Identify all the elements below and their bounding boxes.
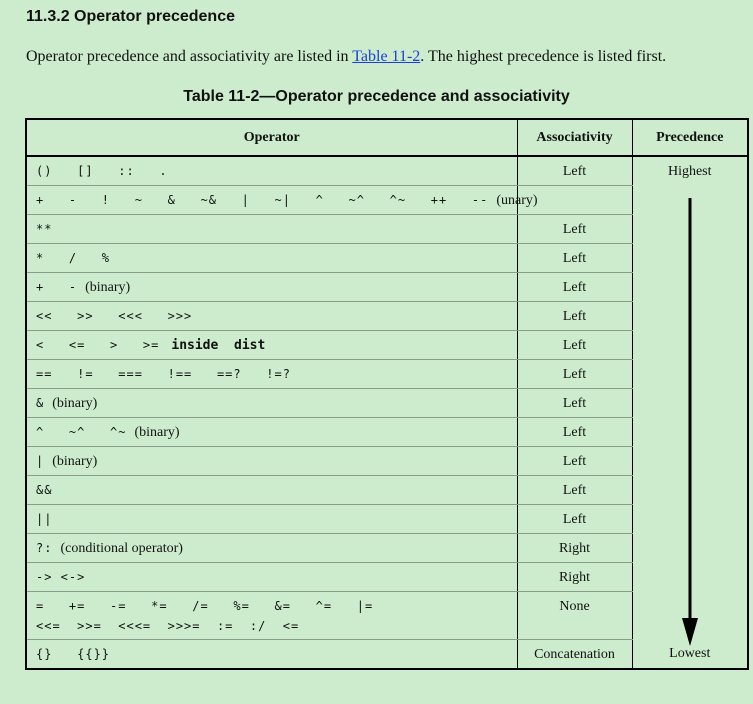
associativity-cell: Left	[517, 156, 632, 185]
table-row	[26, 504, 748, 533]
table-link[interactable]: Table 11-2	[352, 48, 421, 65]
operator-note: (binary)	[52, 453, 98, 469]
operator-symbols: |	[36, 453, 45, 468]
precedence-cell	[632, 475, 748, 504]
operator-symbols: + -	[36, 279, 78, 294]
operator-symbols: **	[36, 221, 53, 236]
table-row	[26, 388, 748, 417]
precedence-cell	[632, 214, 748, 243]
associativity-cell: Left	[517, 243, 632, 272]
associativity-cell: Left	[517, 475, 632, 504]
associativity-cell: Left	[517, 301, 632, 330]
operator-note: (binary)	[52, 395, 98, 411]
table-row	[26, 417, 748, 446]
table-caption: Table 11-2—Operator precedence and associativity	[183, 88, 570, 105]
table-row	[26, 272, 748, 301]
associativity-cell: Right	[517, 533, 632, 562]
table-row	[26, 185, 748, 214]
operator-cell	[26, 591, 517, 639]
operator-symbols: ?:	[36, 540, 53, 555]
operator-symbols: < <= > >=	[36, 337, 160, 352]
operator-note: (unary)	[496, 192, 538, 208]
operator-cell	[26, 388, 517, 417]
operator-note: (binary)	[85, 279, 131, 295]
operator-symbols: << >> <<< >>>	[36, 308, 193, 323]
intro-text-before: Operator precedence and associativity are listed in	[26, 48, 353, 65]
precedence-cell	[632, 243, 748, 272]
table-row	[26, 446, 748, 475]
operator-cell	[26, 639, 517, 669]
operator-cell	[26, 272, 517, 301]
operator-cell	[26, 156, 517, 185]
operator-cell	[26, 446, 517, 475]
operator-symbols: () [] :: .	[36, 164, 168, 178]
precedence-highest: Highest	[667, 164, 712, 179]
operator-note: (conditional operator)	[60, 540, 183, 556]
operator-symbols: + - ! ~ & ~& | ~| ^ ~^ ^~ ++ --	[36, 192, 489, 207]
associativity-cell: Left	[517, 330, 632, 359]
precedence-cell	[632, 388, 748, 417]
operator-note: (binary)	[134, 424, 180, 440]
precedence-cell	[632, 417, 748, 446]
operator-cell	[26, 243, 517, 272]
operator-symbols: &&	[36, 482, 53, 497]
operator-cell	[26, 359, 517, 388]
associativity-cell: Left	[517, 446, 632, 475]
operator-cell	[26, 417, 517, 446]
associativity-cell: Right	[517, 562, 632, 591]
associativity-cell: Left	[517, 504, 632, 533]
table-row	[26, 330, 748, 359]
operator-symbols: &	[36, 395, 45, 410]
operator-symbols: ^ ~^ ^~	[36, 424, 127, 439]
operator-cell	[26, 330, 517, 359]
operator-keywords: inside dist	[171, 337, 266, 353]
precedence-lowest: Lowest	[669, 646, 711, 661]
operator-precedence-table	[25, 118, 749, 670]
operator-symbols: == != === !== ==? !=?	[36, 366, 291, 381]
header-precedence: Precedence	[632, 119, 748, 156]
table-row	[26, 243, 748, 272]
associativity-cell: Left	[517, 214, 632, 243]
table-row	[26, 214, 748, 243]
precedence-cell	[632, 533, 748, 562]
associativity-cell: Left	[517, 359, 632, 388]
associativity-cell: None	[517, 591, 632, 639]
table-row	[26, 156, 748, 185]
operator-symbols: ||	[36, 511, 53, 526]
section-heading: 11.3.2 Operator precedence	[26, 8, 235, 25]
operator-cell	[26, 301, 517, 330]
precedence-cell	[632, 504, 748, 533]
precedence-cell	[632, 301, 748, 330]
precedence-cell	[632, 185, 748, 214]
precedence-cell	[632, 562, 748, 591]
operator-symbols: -> <->	[36, 569, 86, 584]
associativity-cell: Left	[517, 417, 632, 446]
table-row	[26, 591, 748, 639]
associativity-cell: Left	[517, 272, 632, 301]
precedence-cell	[632, 446, 748, 475]
associativity-cell: Concatenation	[517, 639, 632, 669]
table-row	[26, 562, 748, 591]
table-row	[26, 475, 748, 504]
operator-symbols: = += -= *= /= %= &= ^= |=	[36, 598, 374, 613]
header-operator: Operator	[26, 119, 517, 156]
operator-symbols-line2: <<= >>= <<<= >>>= := :/ <=	[36, 618, 300, 633]
precedence-cell	[632, 591, 748, 639]
operator-cell	[26, 475, 517, 504]
table-header-row	[26, 119, 748, 156]
table-row	[26, 359, 748, 388]
table-row	[26, 301, 748, 330]
table-row	[26, 533, 748, 562]
operator-cell	[26, 504, 517, 533]
associativity-cell: Left	[517, 388, 632, 417]
operator-symbols: * / %	[36, 250, 111, 265]
operator-symbols: {} {{}}	[36, 646, 111, 661]
operator-cell	[26, 562, 517, 591]
operator-cell	[26, 214, 517, 243]
operator-cell	[26, 533, 517, 562]
precedence-cell	[632, 272, 748, 301]
table-row	[26, 639, 748, 669]
precedence-cell	[632, 330, 748, 359]
intro-text-after: . The highest precedence is listed first.	[420, 48, 667, 65]
operator-cell	[26, 185, 538, 214]
precedence-cell	[632, 359, 748, 388]
intro-paragraph	[26, 48, 666, 66]
header-associativity: Associativity	[517, 119, 632, 156]
